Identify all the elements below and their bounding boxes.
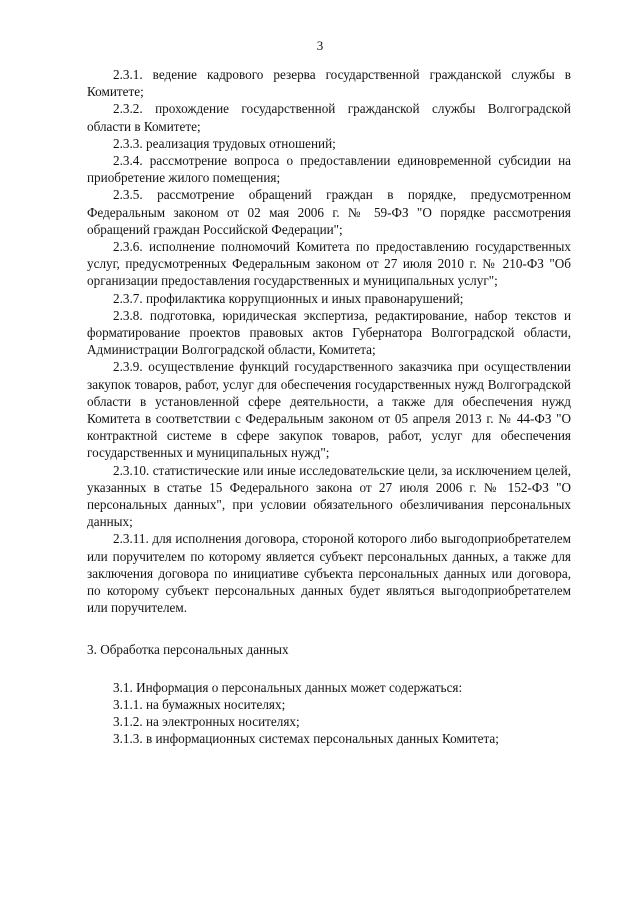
paragraph-2-3-8: 2.3.8. подготовка, юридическая экспертиза, редактирование, набор текстов и форматирование проектов правовых актов Губернатора Волгоградской области, Администрации Волгоградской области, Комитета; bbox=[87, 307, 571, 358]
paragraph-2-3-2: 2.3.2. прохождение государственной гражданской службы Волгоградской области в Комитете; bbox=[87, 101, 571, 134]
paragraph-3-1: 3.1. Информация о персональных данных может содержаться: bbox=[113, 679, 463, 695]
paragraph-3-1-3: 3.1.3. в информационных системах персональных данных Комитета; bbox=[113, 731, 499, 747]
paragraph-2-3-7: 2.3.7. профилактика коррупционных и иных правонарушений; bbox=[113, 290, 464, 306]
paragraph-2-3-3: 2.3.3. реализация трудовых отношений; bbox=[113, 135, 336, 151]
paragraph-2-3-4: 2.3.4. рассмотрение вопроса о предоставлении единовременной субсидии на приобретение жилого помещения; bbox=[87, 153, 571, 186]
paragraph-3-1-2: 3.1.2. на электронных носителях; bbox=[113, 714, 300, 730]
paragraph-2-3-11: 2.3.11. для исполнения договора, стороной которого либо выгодоприобретателем или поручителем по которому является субъект персональных данных, а также для заключения договора по инициативе субъекта персональных данных или договора, по которому субъект персональных данных будет являться выгодоприобретателем или поручителем. bbox=[87, 531, 571, 616]
paragraph-2-3-9: 2.3.9. осуществление функций государственного заказчика при осуществлении закупок товаров, работ, услуг для обеспечения государственных нужд Волгоградской области в установленной сфере деятельности, а также для обеспечения нужд Комитета в соответствии с Федеральным законом от 05 апреля 2013 г. № 44-ФЗ "О контрактной системе в сфере закупок товаров, работ, услуг для обеспечения государственных и муниципальных нужд"; bbox=[87, 359, 571, 461]
document-body bbox=[87, 66, 571, 748]
paragraph-2-3-10: 2.3.10. статистические или иные исследовательские цели, за исключением целей, указанных в статье 15 Федерального закона от 27 июля 2006 г. № 152-ФЗ "О персональных данных", при условии обязательного обезличивания персональных данных; bbox=[87, 462, 571, 530]
page-number: 3 bbox=[316, 38, 324, 53]
section-heading: 3. Обработка персональных данных bbox=[87, 641, 289, 657]
paragraph-3-1-1: 3.1.1. на бумажных носителях; bbox=[113, 696, 286, 712]
paragraph-2-3-5: 2.3.5. рассмотрение обращений граждан в порядке, предусмотренном Федеральным законом от 02 мая 2006 г. № 59-ФЗ "О порядке рассмотрения обращений граждан Российской Федерации"; bbox=[87, 187, 571, 237]
paragraph-2-3-1: 2.3.1. ведение кадрового резерва государственной гражданской службы в Комитете; bbox=[87, 67, 571, 100]
paragraph-2-3-6: 2.3.6. исполнение полномочий Комитета по предоставлению государственных услуг, предусмотренных Федеральным законом от 27 июля 2010 г. № 210-ФЗ "Об организации предоставления государственных и муниципальных услуг"; bbox=[87, 239, 571, 289]
